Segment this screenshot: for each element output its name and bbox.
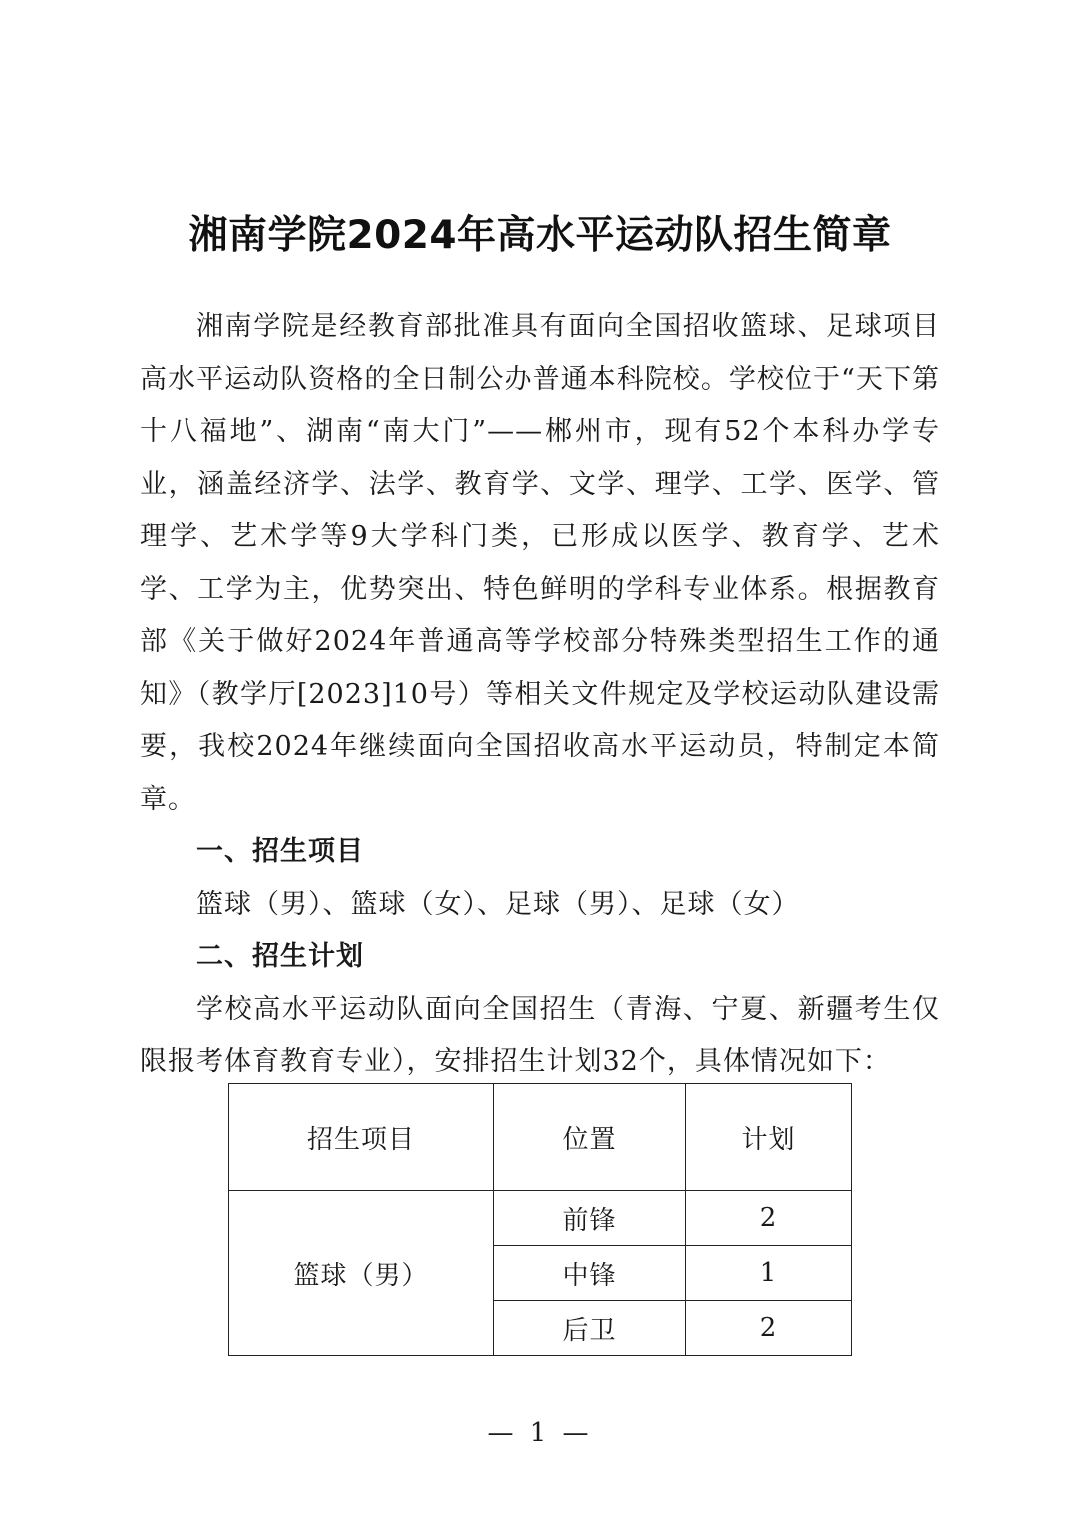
table-cell-plan: 2 bbox=[686, 1301, 852, 1356]
table-header-cell: 计划 bbox=[686, 1084, 852, 1191]
table-cell-plan: 2 bbox=[686, 1191, 852, 1246]
table-header-row bbox=[229, 1084, 852, 1191]
recruit-plan-text: 学校高水平运动队面向全国招生（青海、宁夏、新疆考生仅限报考体育教育专业），安排招生计划32个，具体情况如下： bbox=[140, 993, 940, 1077]
recruit-plan-table bbox=[228, 1083, 852, 1356]
table-header-cell: 位置 bbox=[494, 1084, 686, 1191]
table-group-cell: 篮球（男） bbox=[229, 1191, 494, 1356]
page-number: — 1 — bbox=[487, 1418, 593, 1448]
table-cell-position: 后卫 bbox=[494, 1301, 686, 1356]
section-heading-recruit-items: 一、招生项目 bbox=[196, 836, 364, 867]
table-cell-plan: 1 bbox=[686, 1246, 852, 1301]
table-header-cell: 招生项目 bbox=[229, 1084, 494, 1191]
table-row bbox=[229, 1191, 852, 1246]
table-cell-position: 前锋 bbox=[494, 1191, 686, 1246]
intro-paragraph: 湘南学院是经教育部批准具有面向全国招收篮球、足球项目高水平运动队资格的全日制公办普通本科院校。学校位于“天下第十八福地”、湖南“南大门”——郴州市，现有52个本科办学专业，涵盖经济学、法学、教育学、文学、理学、工学、医学、管理学、艺术学等9大学科门类，已形成以医学、教育学、艺术学、工学为主，优势突出、特色鲜明的学科专业体系。根据教育部《关于做好2024年普通高等学校部分特殊类型招生工作的通知》（教学厅[2023]10号）等相关文件规定及学校运动队建设需要，我校2024年继续面向全国招收高水平运动员，特制定本简章。 bbox=[140, 311, 940, 815]
document-body bbox=[140, 301, 940, 1089]
document-title: 湘南学院2024年高水平运动队招生简章 bbox=[188, 213, 892, 258]
table-cell-position: 中锋 bbox=[494, 1246, 686, 1301]
section-heading-recruit-plan: 二、招生计划 bbox=[196, 941, 364, 972]
recruit-items-text: 篮球（男）、篮球（女）、足球（男）、足球（女） bbox=[196, 888, 800, 920]
